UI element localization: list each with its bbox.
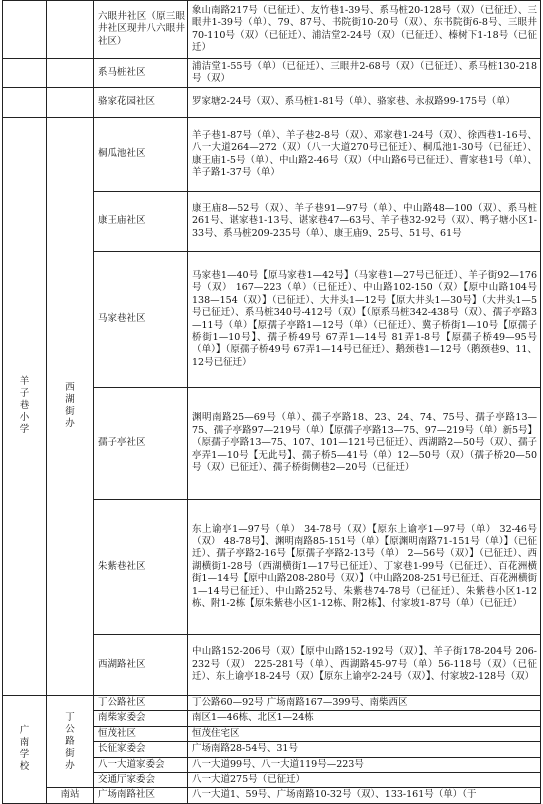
address-range: 浦洁堂1-55号（单）（已征迁）、三眼井2-68号（双）（已征迁）、系马桩130-218号（双） bbox=[188, 59, 541, 88]
community-name: 交通厅家委会 bbox=[94, 773, 188, 788]
address-range: 八一大道275号（已征迁） bbox=[188, 773, 541, 788]
community-name: 南柴家委会 bbox=[94, 711, 188, 726]
community-name: 六眼井社区（原三眼井社区现井八六眼井社区） bbox=[94, 1, 188, 59]
table-row bbox=[3, 696, 541, 711]
community-name: 八一大道家委会 bbox=[94, 757, 188, 772]
address-range: 恒茂住宅区 bbox=[188, 726, 541, 741]
community-name: 骆家花园社区 bbox=[94, 88, 188, 118]
community-name: 系马桩社区 bbox=[94, 59, 188, 88]
address-range: 罗家塘2-24号（双）、系马桩1-81号（单）、骆家巷、永叔路99-175号（单） bbox=[188, 88, 541, 118]
table-row bbox=[3, 59, 541, 88]
school-cell-continued bbox=[3, 1, 47, 59]
address-range: 马家巷1—40号【原马家巷1—42号】（马家巷1—27号已征迁）、羊子街92—176号（双） 167—223（单）（已征迁）、中山路102-150（双）【原中山路104号 138—154（双）】（已征迁）、大井头1—12号【原大井头1—30号】（大井头1—5号已征迁）、系马桩340号-412号（双）【（原系马桩342-438号（双）、孺子亭路3—11号（单）【原孺子亭路1—12号（单）（已征迁）、冀子桥街1—10号【原孺子桥街1—10号】、孺子桥49号 67弄1—14号 81弄1-8号【原孺子桥49—95号（单）】（原孺子桥49号 67弄1—14号已征迁）、鹅颈巷1—12号（鹅颈巷9、11、12号已征迁） bbox=[188, 252, 541, 388]
street-cell-continued bbox=[47, 88, 94, 118]
school-name: 羊子巷小学 bbox=[3, 118, 47, 696]
table-row bbox=[3, 88, 541, 118]
community-name: 广场南路社区 bbox=[94, 788, 188, 803]
school-name: 广南学校 bbox=[3, 696, 47, 804]
community-name: 桐瓜池社区 bbox=[94, 118, 188, 192]
community-name: 孺子亭社区 bbox=[94, 388, 188, 500]
street-office-name: 丁公路街办 bbox=[47, 696, 94, 788]
school-district-table bbox=[2, 0, 541, 804]
street-cell-continued bbox=[47, 59, 94, 88]
street-office-name: 南站 bbox=[47, 788, 94, 803]
address-range: 羊子巷1-87号（单）、羊子巷2-8号（双）、邓家巷1-24号（双）、徐西巷1-16号、八一大道264—272（双）（八一大道270号已征迁）、桐瓜池1-30号（已征迁）、康王庙1-5号（单）、中山路2-46号（双）（中山路6号已征迁）、曹家巷1号（单）、羊子路1-37号（单） bbox=[188, 118, 541, 192]
school-cell-continued bbox=[3, 59, 47, 88]
table-row bbox=[3, 788, 541, 803]
community-name: 康王庙社区 bbox=[94, 192, 188, 252]
address-range: 东上谕亭1—97号（单） 34-78号（双）【原东上谕亭1—97号（单） 32-46号（双） 48-78号】、渊明南路85-151号（单）【原渊明南路71-151号（单）】（已征迁）、孺子亭路2-16号【原孺子亭路2-13号（单） 2—56号（双）】（已征迁）、西湖横街1-28号（西湖横街1—17号已征迁）、丁家巷1-99号（已征迁）、百花洲横街1—14号【原中山路208-280号（双）】（中山路208-251号已征迁、百花洲横街1—14号已征迁）、中山路252号、朱紫巷74-78号（已征迁）、朱紫巷小区1-12栋、附1-2栋【原朱紫巷小区1-12栋、附2栋】、付家坡1-87号（单）（已征迁） bbox=[188, 500, 541, 635]
address-range: 丁公路60—92号 广场南路167—399号、南柴西区 bbox=[188, 696, 541, 711]
community-name: 朱紫巷社区 bbox=[94, 500, 188, 635]
address-range: 象山南路217号（已征迁）、友竹巷1-39号、系马桩20-128号（双）（已征迁）、三眼井1-39号（单）、79、87号、书院街10-20号（双）、东书院街6-8号、三眼井70-110号（双）（已征迁）、浦洁堂2-24号（双）（已征迁）、榛树下1-18号（已征迁） bbox=[188, 1, 541, 59]
community-name: 西湖路社区 bbox=[94, 635, 188, 696]
street-office-name: 西湖街办 bbox=[47, 118, 94, 696]
address-range: 南区1—46栋、北区1—24栋 bbox=[188, 711, 541, 726]
community-name: 恒茂社区 bbox=[94, 726, 188, 741]
table-row bbox=[3, 1, 541, 59]
table-row bbox=[3, 118, 541, 192]
community-name: 丁公路社区 bbox=[94, 696, 188, 711]
school-cell-continued bbox=[3, 88, 47, 118]
address-range: 中山路152-206号（双）【原中山路152-192号（双）】、羊子街178-204号 206-232号（双） 225-281号（单）、西湖路45-97号（单）56-118号（双）（已征迁）、东上谕亭18-24号（双）【原东上谕亭2-24号（双）】、付家坡2-128号（双） bbox=[188, 635, 541, 696]
street-cell-continued bbox=[47, 1, 94, 59]
address-range: 渊明南路25—69号（单）、孺子亭路18、23、24、74、75号、孺子亭路13—75、孺子亭路97—219号（单）【原孺子亭路13—75、97—219号（单）新5号】（原孺子亭路13—75、107、101—121号已征迁）、西湖路2—50号（双）、孺子亭弄1—10号【无此号】、孺子桥5—41号（单）12—50号（双）（孺子桥20—50号（双）已征迁）、孺子桥街侧巷2—20号（已征迁） bbox=[188, 388, 541, 500]
address-range: 康王庙8—52号（双）、羊子巷91—97号（单）、中山路48—100（双）、系马桩261号、谌家巷1-13号、谌家巷47—63号、羊子巷32-92号（双）、鸭子塘小区1-33号、系马桩209-235号（单）、康王庙9、25号、51号、61号 bbox=[188, 192, 541, 252]
community-name: 马家巷社区 bbox=[94, 252, 188, 388]
address-range: 八一大道1、59号、广场南路10-32号（双）、133-161号（单）（于 bbox=[188, 788, 541, 803]
community-name: 长征家委会 bbox=[94, 742, 188, 757]
address-range: 广场南路28-54号、31号 bbox=[188, 742, 541, 757]
address-range: 八一大道99号、八一大道119号—223号 bbox=[188, 757, 541, 772]
